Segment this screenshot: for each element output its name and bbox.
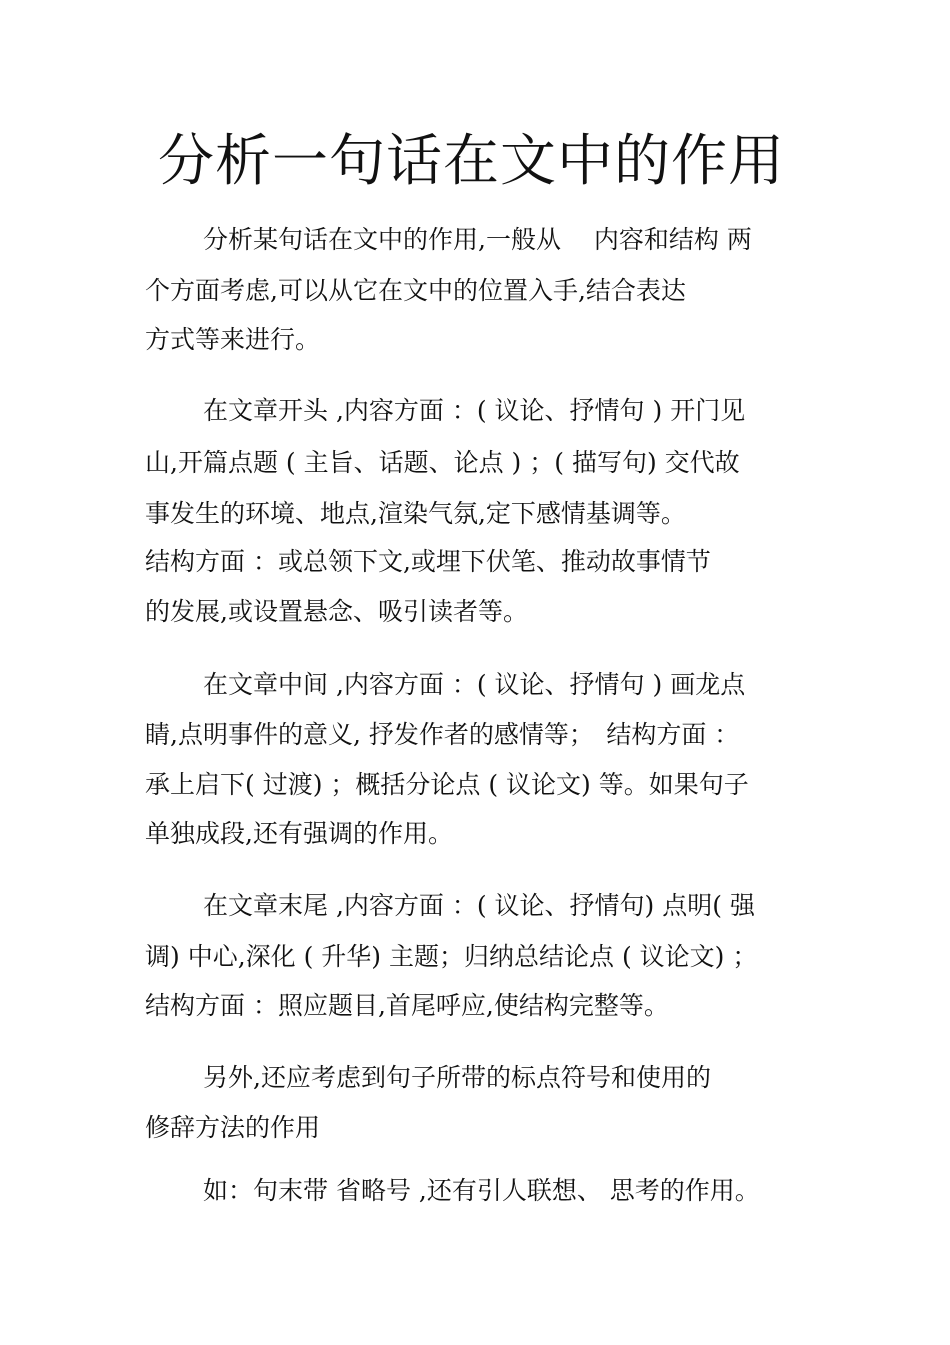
paragraph-3-line-4: 单独成段,还有强调的作用。 <box>145 819 453 848</box>
paragraph-4-line-3: 结构方面 ：照应题目,首尾呼应,使结构完整等。 <box>145 991 669 1020</box>
paragraph-2-line-5: 的发展,或设置悬念、吸引读者等。 <box>145 597 528 626</box>
paragraph-1-line-2: 个方面考虑,可以从它在文中的位置入手,结合表达 <box>145 276 686 305</box>
paragraph-2-line-1: 在文章开头 ,内容方面 ：( 议论、抒情句 ) 开门见 <box>203 396 746 425</box>
paragraph-3-line-1: 在文章中间 ,内容方面 ：( 议论、抒情句 ) 画龙点 <box>203 670 746 699</box>
paragraph-2-line-2: 山,开篇点题 ( 主旨、话题、论点 ) ；( 描写句) 交代故 <box>145 448 740 477</box>
paragraph-1-line-1: 分析某句话在文中的作用,一般从 内容和结构 两 <box>203 225 752 254</box>
paragraph-5-line-1: 另外,还应考虑到句子所带的标点符号和使用的 <box>203 1063 711 1092</box>
paragraph-5-line-2: 修辞方法的作用 <box>145 1113 321 1142</box>
paragraph-2-line-4: 结构方面 ：或总领下文,或埋下伏笔、推动故事情节 <box>145 547 711 576</box>
paragraph-4-line-1: 在文章末尾 ,内容方面 ：( 议论、抒情句) 点明( 强 <box>203 891 755 920</box>
paragraph-3-line-3: 承上启下( 过渡) ；概括分论点 ( 议论文) 等。如果句子 <box>145 770 749 799</box>
paragraph-2-line-3: 事发生的环境、地点,渲染气氛,定下感情基调等。 <box>145 499 686 528</box>
paragraph-1-line-3: 方式等来进行。 <box>145 325 321 354</box>
paragraph-4-line-2: 调) 中心,深化 ( 升华) 主题；归纳总结论点 ( 议论文) ； <box>145 942 758 971</box>
page-title: 分析一句话在文中的作用 <box>158 129 785 194</box>
paragraph-6-line-1: 如：句末带 省略号 ,还有引人联想、 思考的作用。 <box>203 1176 760 1205</box>
paragraph-3-line-2: 睛,点明事件的意义, 抒发作者的感情等； 结构方面 ： <box>145 720 740 749</box>
